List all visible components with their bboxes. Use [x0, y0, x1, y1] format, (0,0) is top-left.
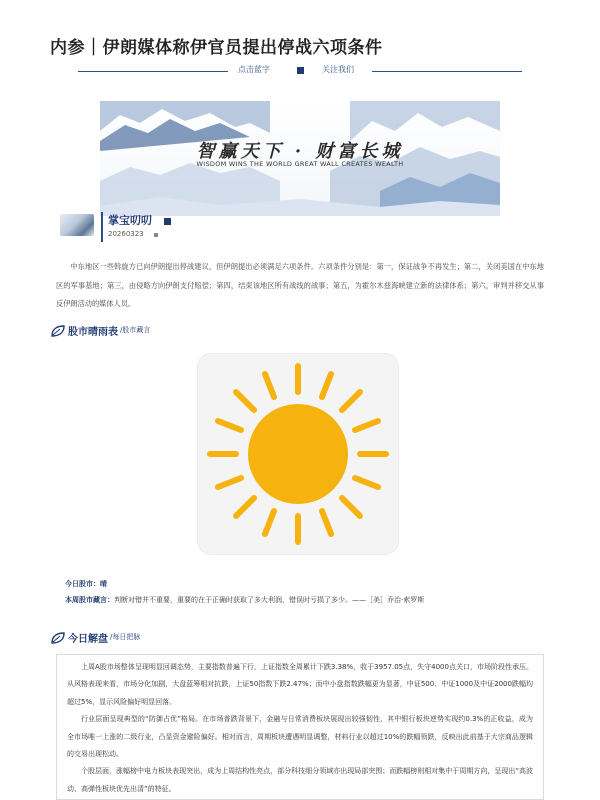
author-name[interactable]: 掌宝叨叨: [108, 214, 152, 227]
banner-slogan-cn: 智赢天下 · 财富长城: [196, 141, 404, 162]
weather-info: [65, 576, 545, 608]
summary-paragraph: 上周A股市场整体呈现明显回调态势，主要指数普遍下行，上证指数全周累计下跌3.38%，收于3957.05点，失守4000点关口，市场阶段性承压。从风格表现来看，市场分化加剧，大盘蓝筹相对抗跌，上证50指数下跌2.47%；而中小盘指数跌幅更为显著，中证500、中证1000及中证2000跌幅均超过5%，显示风险偏好明显回落。: [67, 663, 533, 706]
today-market-label: 今日股市：: [65, 580, 100, 588]
summary-paragraph: 个股层面，涨幅榜中电力板块表现突出，成为上周结构性亮点，部分科技细分领域亦出现局部突围；而跌幅榜则相对集中于周期方向，呈现出“高波动、高弹性板块优先出清”的特征。: [67, 767, 533, 793]
square-icon: [297, 67, 304, 74]
follow-us-link[interactable]: 关注我们: [322, 65, 354, 74]
section-subtitle: /每日把脉: [110, 633, 141, 641]
divider-left: [78, 71, 228, 72]
summary-paragraph: 行业层面呈现典型的“防御占优”格局。在市场普跌背景下，金融与日常消费板块展现出较强韧性，其中银行板块逆势实现约0.3%的正收益，成为全市场唯一上涨的二级行业，凸显资金避险偏好。相对而言，周期板块遭遇明显调整，材料行业以超过10%的跌幅领跌，反映出此前基于大宗商品逻辑的交易出现松动。: [67, 715, 533, 759]
square-icon: [164, 218, 171, 225]
intro-paragraph: 中东地区一些斡旋方已向伊朗提出停战建议，但伊朗提出必须满足六项条件。六项条件分别是：第一，保证战争不再发生；第二，关闭美国在中东地区的军事基地；第三，由侵略方向伊朗支付赔偿；第四，结束该地区所有战线的战事；第五，为霍尔木兹海峡建立新的法律体系；第六，审判并移交从事反伊朗活动的媒体人员。: [56, 262, 544, 308]
publish-date: 20260323: [108, 230, 144, 238]
section-title: 今日解盘: [68, 633, 108, 645]
leaf-icon: [50, 630, 66, 644]
section-header-review: [50, 626, 140, 648]
weather-sun-card: [197, 353, 399, 555]
follow-bar: [78, 64, 522, 78]
today-market-line: [65, 576, 545, 592]
avatar[interactable]: [60, 214, 94, 236]
market-summary-box: [56, 654, 544, 800]
banner-slogan-en: WISDOM WINS THE WORLD GREAT WALL CREATES WEALTH: [196, 160, 404, 168]
author-block: [60, 212, 360, 242]
page-title: 内参｜伊朗媒体称伊官员提出停战六项条件: [50, 38, 383, 58]
section-title: 股市晴雨表: [68, 326, 118, 338]
section-subtitle: /股市藏言: [120, 326, 151, 334]
leaf-icon: [50, 323, 66, 337]
square-icon: [154, 233, 158, 237]
click-blue-text-link[interactable]: 点击蓝字: [238, 65, 270, 74]
sun-icon: [198, 354, 398, 554]
today-market-value: 晴: [100, 580, 107, 588]
section-header-weather: [50, 319, 150, 341]
weekly-quote-label: 本周股市藏言：: [65, 596, 114, 604]
weekly-quote-line: [65, 592, 545, 608]
divider-right: [372, 71, 522, 72]
accent-bar: [101, 212, 103, 242]
brand-banner: [100, 101, 500, 216]
weekly-quote-text: 判断对错并不重要，重要的在于正确时获取了多大利润，错误时亏损了多少。——［美］乔治·索罗斯: [114, 596, 425, 604]
